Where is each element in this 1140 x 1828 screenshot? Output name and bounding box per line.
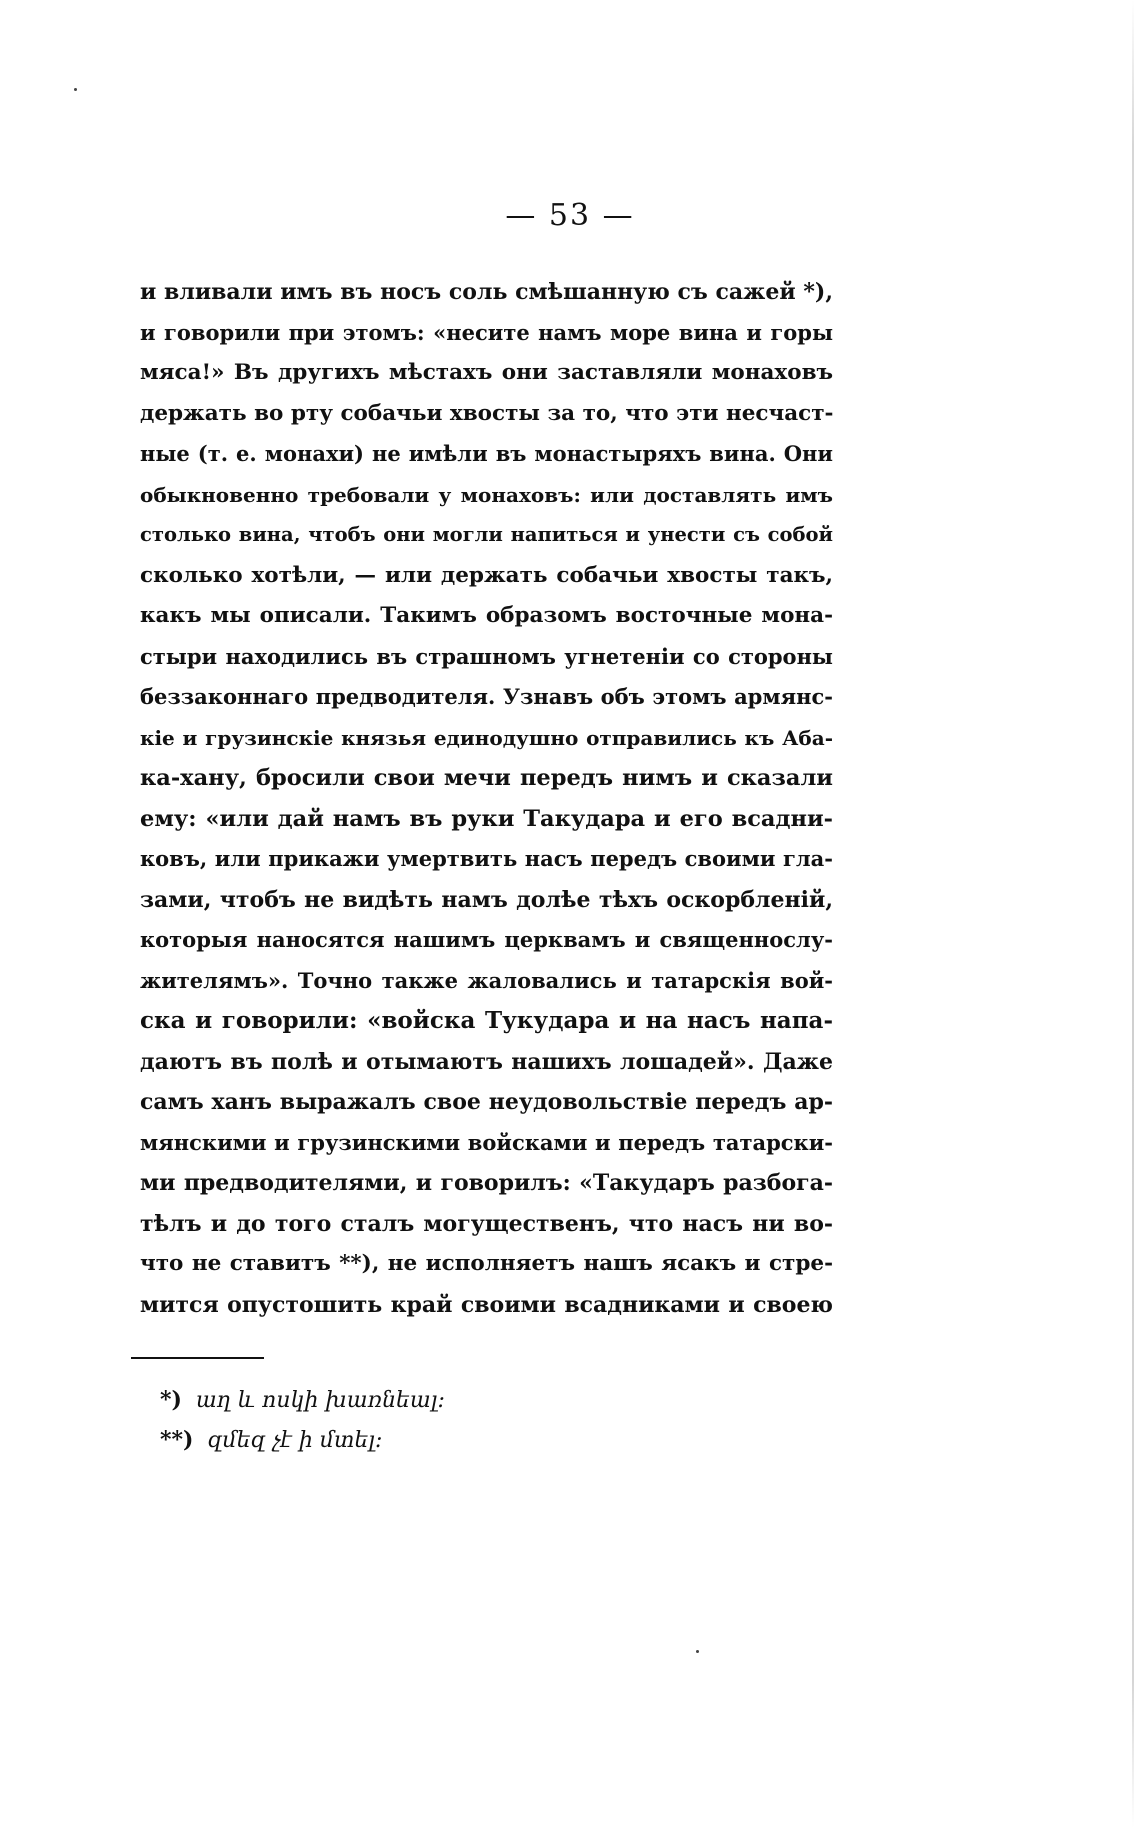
text-line: и вливали имъ въ носъ соль смѣшанную съ сажей *),	[140, 279, 833, 305]
page-number: — 53 —	[505, 198, 635, 233]
text-line: какъ мы описали. Такимъ образомъ восточные мона-	[140, 603, 833, 628]
footnotes	[160, 1380, 445, 1460]
text-line: сколько хотѣли, — или держать собачьи хвосты такъ,	[140, 562, 833, 588]
text-line: кіе и грузинскіе князья единодушно отправились къ Аба-	[140, 725, 833, 750]
text-line: ми предводителями, и говорилъ: «Такударъ разбога-	[140, 1170, 833, 1196]
footnote-text: աղ և ոսկի խառնեալ։	[195, 1388, 445, 1413]
text-line: мится опустошить край своими всадниками и своею	[140, 1291, 833, 1318]
text-line: обыкновенно требовали у монаховъ: или доставлять имъ	[140, 482, 833, 507]
text-line: столько вина, чтобъ они могли напиться и унести съ собой	[140, 523, 833, 546]
text-line: стыри находились въ страшномъ угнетеніи со стороны	[140, 643, 833, 669]
text-line: ска и говорили: «войска Тукудара и на насъ напа-	[140, 1007, 833, 1034]
footnote-mark: *)	[160, 1387, 182, 1413]
text-line: даютъ въ полѣ и отымаютъ нашихъ лошадей». Даже	[140, 1048, 833, 1075]
footnote	[160, 1380, 445, 1420]
text-line: мяса!» Въ другихъ мѣстахъ они заставляли монаховъ	[140, 360, 833, 385]
text-line: ему: «или дай намъ въ руки Такудара и его всадни-	[140, 805, 833, 832]
text-line: ка-хану, бросили свои мечи передъ нимъ и сказали	[140, 765, 833, 791]
scan-edge	[1132, 0, 1134, 1828]
text-line: мянскими и грузинскими войсками и передъ татарски-	[140, 1129, 833, 1155]
footnote-separator	[131, 1357, 264, 1359]
footnote	[160, 1420, 445, 1460]
text-line: тѣлъ и до того сталъ могущественъ, что насъ ни во-	[140, 1210, 833, 1237]
footnote-mark: **)	[160, 1427, 194, 1453]
scan-speck	[74, 88, 77, 91]
text-line: жителямъ». Точно также жаловались и татарскія вой-	[140, 967, 833, 993]
body-text	[140, 272, 833, 1325]
scan-speck	[696, 1650, 699, 1653]
footnote-text: զմեզ չէ ի մտել։	[207, 1428, 383, 1453]
text-line: ковъ, или прикажи умертвить насъ передъ своими гла-	[140, 846, 833, 871]
text-line: самъ ханъ выражалъ свое неудовольствіе передъ ар-	[140, 1089, 833, 1115]
text-line: зами, чтобъ не видѣть намъ долѣе тѣхъ оскорбленій,	[140, 886, 833, 913]
text-line: что не ставитъ **), не исполняетъ нашъ ясакъ и стре-	[140, 1251, 833, 1276]
text-line: беззаконнаго предводителя. Узнавъ объ этомъ армянс-	[140, 684, 833, 709]
text-line: которыя наносятся нашимъ церквамъ и священнослу-	[140, 927, 833, 952]
text-line: ные (т. е. монахи) не имѣли въ монастыряхъ вина. Они	[140, 441, 833, 466]
text-line: и говорили при этомъ: «несите намъ море вина и горы	[140, 319, 833, 345]
text-line: держать во рту собачьи хвосты за то, что эти несчаст-	[140, 400, 834, 426]
